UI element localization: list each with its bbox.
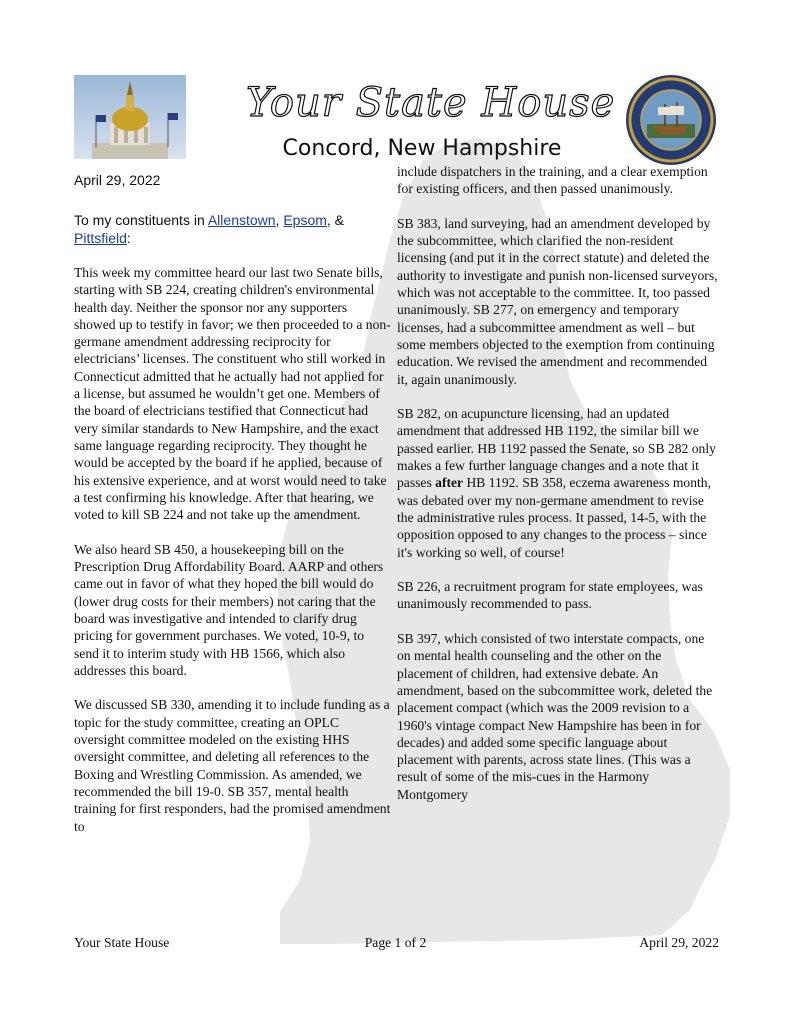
state-house-dome-photo [74,75,186,159]
masthead-title: Your State House [246,80,616,126]
sb282-text-after: HB 1192. SB 358, eczema awareness month, was debated over my non-germane amendment to revise the administrative rules process. It passed, 14-5, with the opposition opposed to any changes to the process – since it's working so well, of course! [397,475,711,560]
footer-publication: Your State House [74,935,170,950]
greeting-prefix: To my constituents in [74,212,208,228]
sb282-bold-after: after [435,475,464,491]
paragraph-sb450: We also heard SB 450, a housekeeping bill on the Prescription Drug Affordability Board. AARP and others came out in favor of what they hoped the bill would do (lower drug costs for their members) not caring that the board was investigative and intended to clarify drug pricing for government purchases. We voted, 10-9, to send it to interim study with HB 1566, which also addresses this board. [74,541,384,678]
paragraph-sb282 [397,405,720,561]
greeting-separator: , & [326,212,345,228]
greeting [74,211,392,247]
letter-right-column [397,163,720,820]
town-link-pittsfield[interactable]: Pittsfield [74,230,127,246]
town-link-epsom[interactable]: Epsom [283,212,327,228]
paragraph-sb330: We discussed SB 330, amending it to include funding as a topic for the study committee, creating an OPLC oversight committee modeled on the existing HHS oversight committee, and deleting all references to the Boxing and Wrestling Commission. As amended, we recommended the bill 19-0. SB 357, mental health training for first responders, had the promised amendment to [74,697,391,834]
letter-date: April 29, 2022 [74,172,161,188]
sb282-text-before: SB 282, on acupuncture licensing, had an updated amendment that addressed HB 1192, the similar bill we passed earlier. HB 1192 passed the Senate, so SB 282 only makes a few further language changes and a note that it passes [397,406,716,491]
footer-date: April 29, 2022 [639,935,719,950]
paragraph-sb383: SB 383, land surveying, had an amendment developed by the subcommittee, which clarified the non-resident licensing (and put it in the correct statute) and deleted the authority to investigate and punish non-licensed surveyors, which was not acceptable to the committee. It, too passed unanimously. SB 277, on emergency and temporary licenses, had a subcommittee amendment as well – but some members objected to the exemption from continuing education. We revised the amendment and recommended it, again unanimously. [397,215,718,387]
paragraph-sb226: SB 226, a recruitment program for state employees, was unanimously recommended to pass. [397,579,703,612]
paragraph-sb357-continued: include dispatchers in the training, and a clear exemption for existing officers, and then passed unanimously. [397,164,708,197]
paragraph-sb224: This week my committee heard our last two Senate bills, starting with SB 224, creating children's environmental health day. Neither the sponsor nor any supporters showed up to testify in favor; we then proceeded to a non-germane amendment addressing reciprocity for electricians’ licenses. The constituent who still worked in Connecticut admitted that he actually had not applied for a license, but assumed he wouldn’t get one. Members of the board of electricians testified that Connecticut had very similar standards to New Hampshire, and the exact same language regarding reciprocity. They thought he would be accepted by the board if he applied, because of his extensive experience, and at worst would need to take a test confirming his knowledge. After that hearing, we voted to kill SB 224 and not take up the amendment. [74,265,391,523]
footer-page-number: Page 1 of 2 [364,935,427,950]
greeting-separator: , [275,212,284,228]
greeting-suffix: : [126,230,131,246]
letter-left-column [74,172,392,852]
town-link-allenstown[interactable]: Allenstown [207,212,276,228]
new-hampshire-state-seal [625,74,717,166]
paragraph-sb397: SB 397, which consisted of two interstate compacts, one on mental health counseling and the other on the placement of children, had extensive debate. An amendment, based on the subcommittee work, deleted the placement compact (which was the 2009 revision to a 1960's vintage compact New Hampshire has been in for decades) and added some specific language about placement with parents, across state lines. (This was a result of some of the mis-cues in the Harmony Montgomery [397,631,713,802]
masthead-subtitle: Concord, New Hampshire [282,136,562,161]
